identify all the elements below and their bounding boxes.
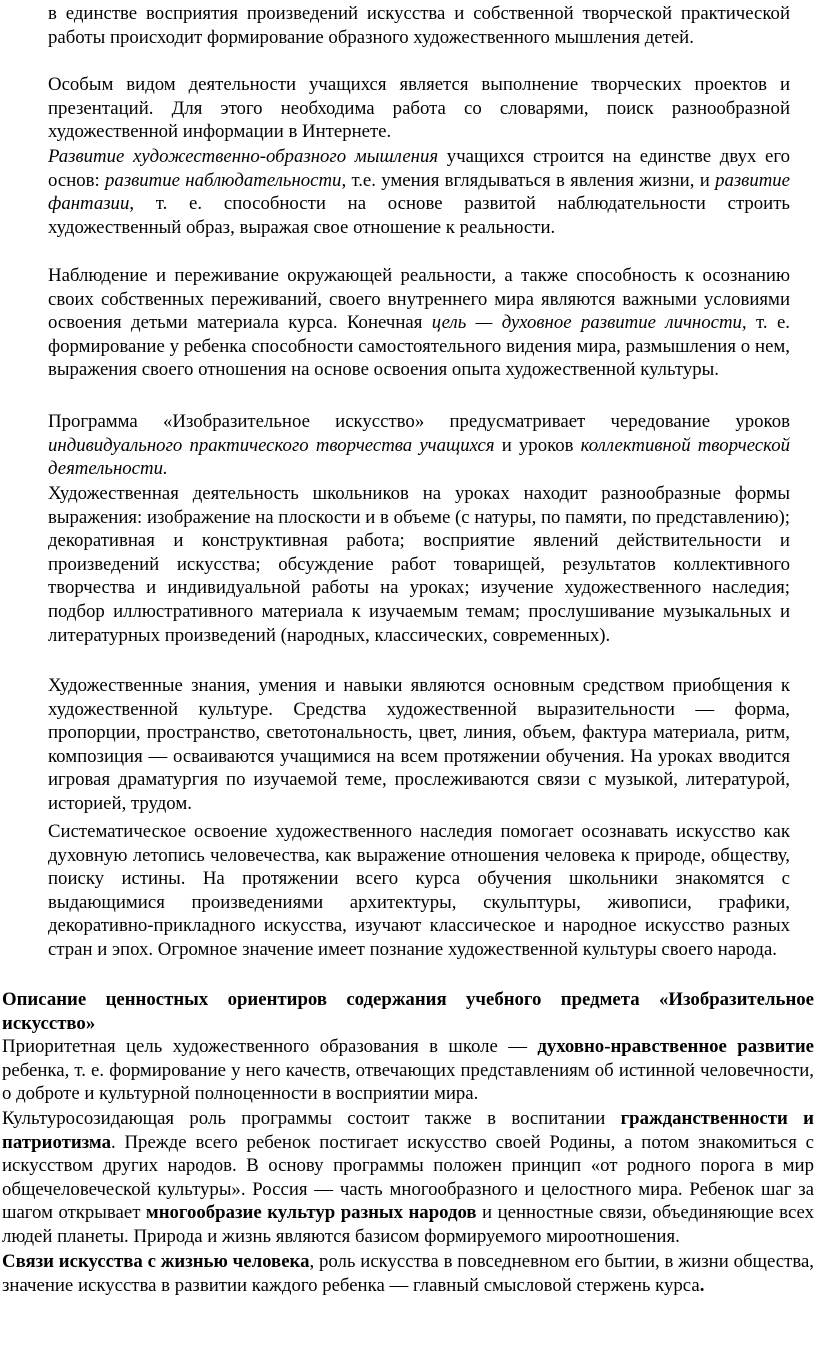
paragraph-art-life-links [2, 1250, 814, 1297]
bold-run: духовно-нравственное развитие [537, 1036, 814, 1057]
text-run: учащихся строится на единстве двух его основ: [48, 146, 791, 191]
text-run: Особым видом деятельности учащихся является выполнение творческих проектов и презентаций. Для этого необходима работа со словарями, поиск разнообразной художественной информации в Интернете. [48, 74, 790, 143]
paragraph-art-heritage [48, 820, 790, 962]
italic-run: развитие наблюдательности [105, 169, 342, 191]
text-run: Художественная деятельность школьников на уроках находит разнообразные формы выражения: изображение на плоскости и в объеме (с натуры, по памяти, по представлению); декоративная и конструктивная работа; восприятие явлений действительности и произведений искусства; обсуждение работ товарищей, результатов коллективного творчества и индивидуальной работы на уроках; изучение художественного наследия; подбор иллюстративного материала к изучаемым темам; прослушивание музыкальных и литературных произведений (народных, классических, современных). [48, 483, 790, 646]
text-run: и уроков [494, 434, 581, 456]
italic-run: цель — духовное развитие личности, [431, 312, 747, 334]
italic-run: коллективной творческой деятельности. [48, 434, 790, 480]
bold-run: . [699, 1274, 705, 1296]
text-run: Наблюдение и переживание окружающей реальности, а также способность к осознанию своих собственных переживаний, своего внутреннего мира являются важными условиями освоения детьми материала курса. Конечная [48, 265, 790, 334]
italic-run: индивидуального практического творчества учащихся [48, 434, 495, 456]
text-run: и ценностные связи, объединяющие всех людей планеты. Природа и жизнь являются базисом формируемого мироотношения. [2, 1202, 814, 1247]
paragraph-observation [48, 264, 790, 382]
paragraph-priority-goal [2, 1035, 814, 1106]
bold-run: Связи искусства с жизнью человека [2, 1251, 310, 1272]
bold-run: Описание ценностных ориентиров содержания учебного предмета «Изобразительное искусство» [2, 989, 814, 1034]
text-run: Программа «Изобразительное искусство» предусматривает чередование уроков [48, 411, 790, 432]
bold-run: многообразие культур разных народов [145, 1202, 477, 1224]
paragraph-art-activity [48, 482, 790, 647]
text-run: ребенка, т. е. формирование у него качеств, отвечающих представлениям об истинной человечности, о доброте и культурной полноценности в восприятии мира. [2, 1059, 814, 1105]
paragraph-art-knowledge [48, 674, 790, 816]
text-run: в единстве восприятия произведений искусства и собственной творческой практической работы происходит формирование образного художественного мышления детей. [48, 3, 790, 48]
paragraph-program-lessons [48, 410, 790, 481]
paragraph-culture-role [2, 1107, 814, 1249]
section-heading [2, 988, 814, 1035]
italic-run: Развитие художественно-образного мышления [48, 146, 439, 167]
text-run: Культуросозидающая роль программы состоит также в воспитании [2, 1108, 621, 1129]
text-run: , т. е. способности на основе развитой наблюдательности строить художественный образ, выражая свое отношение к реальности. [48, 193, 790, 238]
bold-run: гражданственности и патриотизма [2, 1108, 814, 1153]
text-run: , т.е. умения вглядываться в явления жизни, и [341, 169, 716, 191]
paragraph-thinking-development [48, 145, 790, 239]
text-run: Приоритетная цель художественного образования в школе — [2, 1036, 538, 1057]
paragraph-creative-projects [48, 73, 790, 144]
paragraph-art-perception [48, 2, 790, 49]
text-run: т. е. формирование у ребенка способности самостоятельного видения мира, размышления о нем, выражения своего отношения на основе освоения опыта художественной культуры. [48, 312, 790, 381]
text-run: . Прежде всего ребенок постигает искусство своей Родины, а потом знакомиться с искусством других народов. В основу программы положен принцип «от родного порога в мир общечеловеческой культуры». Россия — часть многообразного и целостного мира. Ребенок шаг за шагом открывает [2, 1131, 814, 1224]
italic-run: развитие фантазии [48, 169, 791, 215]
text-run: Художественные знания, умения и навыки являются основным средством приобщения к художественной культуре. Средства художественной выразительности — форма, пропорции, пространство, светотональность, цвет, линия, объем, фактура материала, ритм, композиция — осваиваются учащимися на всем протяжении обучения. На уроках вводится игровая драматургия по изучаемой теме, прослеживаются связи с музыкой, литературой, историей, трудом. [48, 675, 790, 814]
text-run: , роль искусства в повседневном его бытии, в жизни общества, значение искусства в развитии каждого ребенка — главный смысловой стержень курса [2, 1251, 814, 1296]
text-run: Систематическое освоение художественного наследия помогает осознавать искусство как духовную летопись человечества, как выражение отношения человека к природе, обществу, поиску истины. На протяжении всего курса обучения школьники знакомятся с выдающимися произведениями архитектуры, скульптуры, живописи, графики, декоративно-прикладного искусства, изучают классическое и народное искусство разных стран и эпох. Огромное значение имеет познание художественной культуры своего народа. [48, 821, 790, 960]
